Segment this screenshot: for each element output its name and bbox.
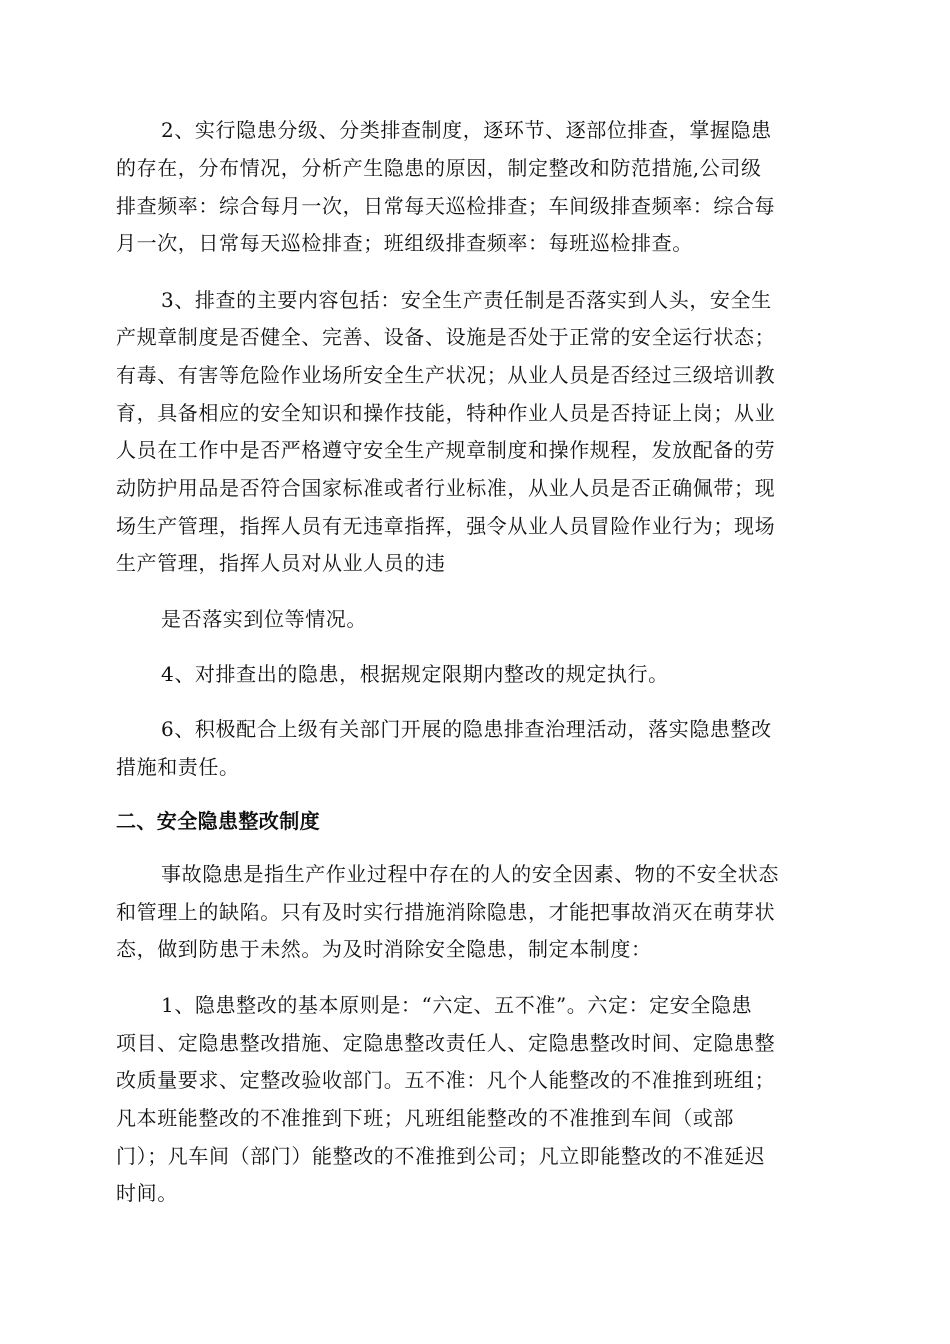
paragraph-3-line: 产规章制度是否健全、完善、设备、设施是否处于正常的安全运行状态； xyxy=(116,325,776,349)
paragraph-3-line: 3、排查的主要内容包括：安全生产责任制是否落实到人头，安全生 xyxy=(161,288,772,312)
item-1-line: 门）；凡车间（部门）能整改的不准推到公司；凡立即能整改的不准延迟 xyxy=(116,1144,766,1168)
paragraph-2-line: 排查频率：综合每月一次，日常每天巡检排查；车间级排查频率：综合每 xyxy=(116,194,776,218)
intro-paragraph-line: 事故隐患是指生产作业过程中存在的人的安全因素、物的不安全状态 xyxy=(161,862,779,886)
item-1-line: 1、隐患整改的基本原则是：“六定、五不准”。六定：定安全隐患 xyxy=(161,993,753,1017)
item-1-line: 凡本班能整改的不准推到下班；凡班组能整改的不准推到车间（或部 xyxy=(116,1106,734,1130)
paragraph-2-line: 的存在，分布情况，分析产生隐患的原因，制定整改和防范措施,公司级 xyxy=(116,156,762,180)
paragraph-6-line: 措施和责任。 xyxy=(116,755,240,779)
item-1-line: 改质量要求、定整改验收部门。五不准：凡个人能整改的不准推到班组； xyxy=(116,1068,776,1092)
paragraph-2-line: 月一次，日常每天巡检排查；班组级排查频率：每班巡检排查。 xyxy=(116,231,693,255)
intro-paragraph-line: 态，做到防患于未然。为及时消除安全隐患，制定本制度： xyxy=(116,937,652,961)
paragraph-3-continuation: 是否落实到位等情况。 xyxy=(161,607,367,631)
paragraph-3-line: 育，具备相应的安全知识和操作技能，特种作业人员是否持证上岗；从业 xyxy=(116,401,776,425)
paragraph-3-line: 动防护用品是否符合国家标准或者行业标准，从业人员是否正确佩带；现 xyxy=(116,476,776,500)
paragraph-3-line: 有毒、有害等危险作业场所安全生产状况；从业人员是否经过三级培训教 xyxy=(116,363,776,387)
paragraph-3-line: 场生产管理，指挥人员有无违章指挥，强令从业人员冒险作业行为；现场 xyxy=(116,514,776,538)
paragraph-2-line: 2、实行隐患分级、分类排查制度，逐环节、逐部位排查，掌握隐患 xyxy=(161,118,772,142)
paragraph-3-line: 人员在工作中是否严格遵守安全生产规章制度和操作规程，发放配备的劳 xyxy=(116,438,776,462)
paragraph-3-line: 生产管理，指挥人员对从业人员的违 xyxy=(116,551,446,575)
section-heading: 二、安全隐患整改制度 xyxy=(116,809,320,833)
paragraph-6-line: 6、积极配合上级有关部门开展的隐患排查治理活动，落实隐患整改 xyxy=(161,717,772,741)
item-1-line: 时间。 xyxy=(116,1181,178,1205)
paragraph-4: 4、对排查出的隐患，根据规定限期内整改的规定执行。 xyxy=(161,662,669,686)
intro-paragraph-line: 和管理上的缺陷。只有及时实行措施消除隐患，才能把事故消灭在萌芽状 xyxy=(116,900,776,924)
item-1-line: 项目、定隐患整改措施、定隐患整改责任人、定隐患整改时间、定隐患整 xyxy=(116,1031,776,1055)
